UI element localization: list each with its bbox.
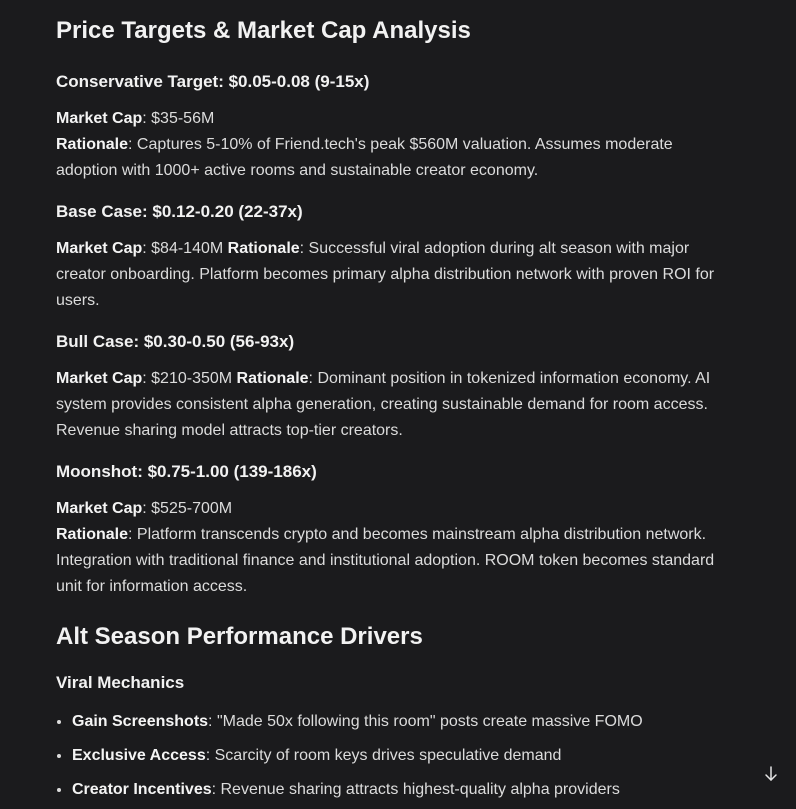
rationale-label: Rationale — [227, 240, 300, 257]
subheading-viral-mechanics: Viral Mechanics — [56, 673, 185, 692]
target-conservative-market-cap — [56, 106, 721, 132]
document-content — [56, 14, 721, 809]
target-moonshot-title: Moonshot: $0.75-1.00 (139-186x) — [56, 462, 317, 481]
bottom-fade — [0, 803, 796, 809]
target-conservative-title: Conservative Target: $0.05-0.08 (9-15x) — [56, 72, 370, 91]
list-item-label: Gain Screenshots — [72, 713, 209, 730]
list-item-label: Creator Incentives — [72, 781, 212, 798]
target-bull-details — [56, 366, 721, 444]
target-base-details — [56, 236, 721, 314]
viral-mechanics-list — [56, 709, 721, 803]
rationale-text: : Successful viral adoption during alt season with major creator onboarding. Platform becomes primary alpha distribution network with proven ROI for users. — [56, 240, 715, 309]
rationale-text: : Captures 5-10% of Friend.tech's peak $560M valuation. Assumes moderate adoption with 1000+ active rooms and sustainable creator economy. — [56, 136, 673, 179]
heading-alt-season: Alt Season Performance Drivers — [56, 623, 423, 650]
market-cap-value: : $525-700M — [142, 500, 233, 517]
rationale-label: Rationale — [236, 370, 309, 387]
list-item-text: : "Made 50x following this room" posts create massive FOMO — [208, 713, 643, 730]
list-item — [72, 709, 721, 735]
list-item-text: : Revenue sharing attracts highest-quality alpha providers — [211, 781, 620, 798]
arrow-down-icon — [764, 766, 778, 782]
list-item-label: Exclusive Access — [72, 747, 206, 764]
scroll-to-bottom-button[interactable] — [760, 763, 782, 785]
rationale-label: Rationale — [56, 526, 129, 543]
target-bull-title: Bull Case: $0.30-0.50 (56-93x) — [56, 332, 295, 351]
market-cap-value: : $210-350M — [142, 370, 237, 387]
market-cap-value: : $35-56M — [142, 110, 215, 127]
target-base-title: Base Case: $0.12-0.20 (22-37x) — [56, 202, 303, 221]
rationale-text: : Dominant position in tokenized information economy. AI system provides consistent alpha generation, creating sustainable demand for room access. Revenue sharing model attracts top-tier creators. — [56, 370, 711, 439]
list-item — [72, 743, 721, 769]
rationale-text: : Platform transcends crypto and becomes mainstream alpha distribution network. Integration with traditional finance and institutional adoption. ROOM token becomes standard unit for information access. — [56, 526, 715, 595]
market-cap-label: Market Cap — [56, 240, 143, 257]
market-cap-value: : $84-140M — [142, 240, 228, 257]
market-cap-label: Market Cap — [56, 370, 143, 387]
list-item — [72, 777, 721, 803]
market-cap-label: Market Cap — [56, 110, 143, 127]
target-moonshot-rationale — [56, 522, 721, 600]
rationale-label: Rationale — [56, 136, 129, 153]
heading-price-targets: Price Targets & Market Cap Analysis — [56, 17, 471, 44]
market-cap-label: Market Cap — [56, 500, 143, 517]
list-item-text: : Scarcity of room keys drives speculative demand — [205, 747, 562, 764]
target-conservative-rationale — [56, 132, 721, 184]
target-moonshot-market-cap — [56, 496, 721, 522]
